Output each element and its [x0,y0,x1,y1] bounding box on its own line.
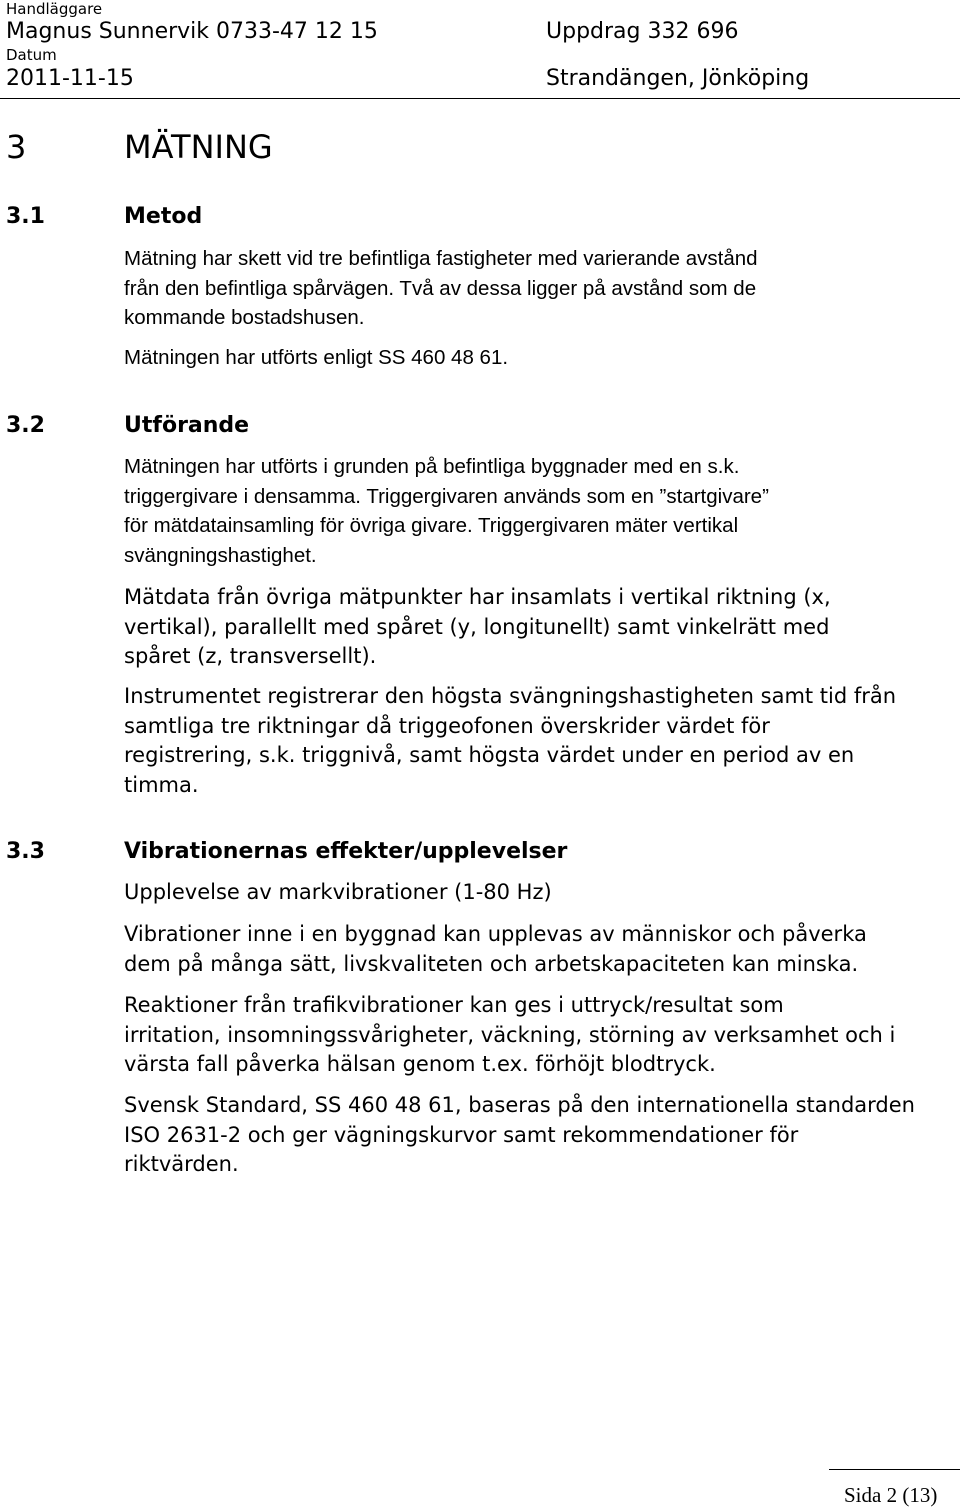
text-line: Svensk Standard, SS 460 48 61, baseras på den internationella standarden [124,1093,915,1117]
section-3-2-paragraph-1 [124,452,954,570]
text-line: Mätdata från övriga mätpunkter har insamlats i vertikal riktning (x, [124,585,831,609]
section-3-3-number: 3.3 [6,839,45,864]
section-3-2-title: Utförande [124,413,250,438]
section-3-1-paragraph-1 [124,244,954,333]
datum-value: 2011-11-15 [6,66,134,91]
text-line: Instrumentet registrerar den högsta svängningshastigheten samt tid från [124,684,897,708]
section-3-1-title: Metod [124,204,203,229]
text-line: Upplevelse av markvibrationer (1-80 Hz) [124,880,552,904]
text-line: irritation, insomningssvårigheter, väckning, störning av verksamhet och i [124,1022,896,1047]
text-line: Mätningen har utförts enligt SS 460 48 61. [124,346,509,369]
text-line: dem på många sätt, livskvaliteten och arbetskapaciteten kan minska. [124,951,859,976]
text-line: för mätdatainsamling för övriga givare. Triggergivaren mäter vertikal [124,514,739,537]
text-line: värsta fall påverka hälsan genom t.ex. förhöjt blodtryck. [124,1052,716,1076]
section-3-3-title: Vibrationernas effekter/upplevelser [124,839,568,864]
text-line: vertikal), parallellt med spåret (y, longitunellt) samt vinkelrätt med [124,614,830,639]
section-3-number: 3 [6,128,27,166]
section-3-1-number: 3.1 [6,204,45,229]
footer-divider [829,1469,960,1470]
section-3-2-paragraph-3 [124,682,954,800]
header-divider [0,98,960,99]
section-3-2-number: 3.2 [6,413,45,438]
section-3-3-paragraph-2 [124,991,954,1080]
text-line: kommande bostadshusen. [124,306,365,329]
text-line: Vibrationer inne i en byggnad kan upplevas av människor och påverka [124,922,867,946]
text-line: Mätning har skett vid tre befintliga fastigheter med varierande avstånd [124,247,758,270]
text-line: svängningshastighet. [124,543,317,567]
handlaggare-value: Magnus Sunnervik 0733-47 12 15 [6,19,378,44]
text-line: från den befintliga spårvägen. Två av dessa ligger på avstånd som de [124,276,757,300]
page-number: Sida 2 (13) [844,1483,938,1507]
section-3-3-paragraph-1 [124,920,954,979]
text-line: ISO 2631-2 och ger vägningskurvor samt rekommendationer för [124,1122,799,1147]
uppdrag-number: Uppdrag 332 696 [546,19,739,44]
project-location: Strandängen, Jönköping [546,66,810,91]
text-line: spåret (z, transversellt). [124,644,377,668]
section-3-2-paragraph-2 [124,583,954,672]
section-3-3-subheading [124,878,954,908]
section-3-1-paragraph-2 [124,343,954,373]
datum-label: Datum [6,46,57,64]
section-3-title: MÄTNING [124,128,273,166]
text-line: samtliga tre riktningar då triggeofonen överskrider värdet för [124,713,770,738]
handlaggare-label: Handläggare [6,0,103,18]
text-line: triggergivare i densamma. Triggergivaren används som en ”startgivare” [124,484,769,508]
text-line: timma. [124,772,199,797]
text-line: registrering, s.k. triggnivå, samt högsta värdet under en period av en [124,743,855,767]
section-3-3-paragraph-3 [124,1091,954,1180]
text-line: Reaktioner från trafikvibrationer kan ges i uttryck/resultat som [124,993,784,1017]
text-line: Mätningen har utförts i grunden på befintliga byggnader med en s.k. [124,455,740,478]
text-line: riktvärden. [124,1152,239,1176]
